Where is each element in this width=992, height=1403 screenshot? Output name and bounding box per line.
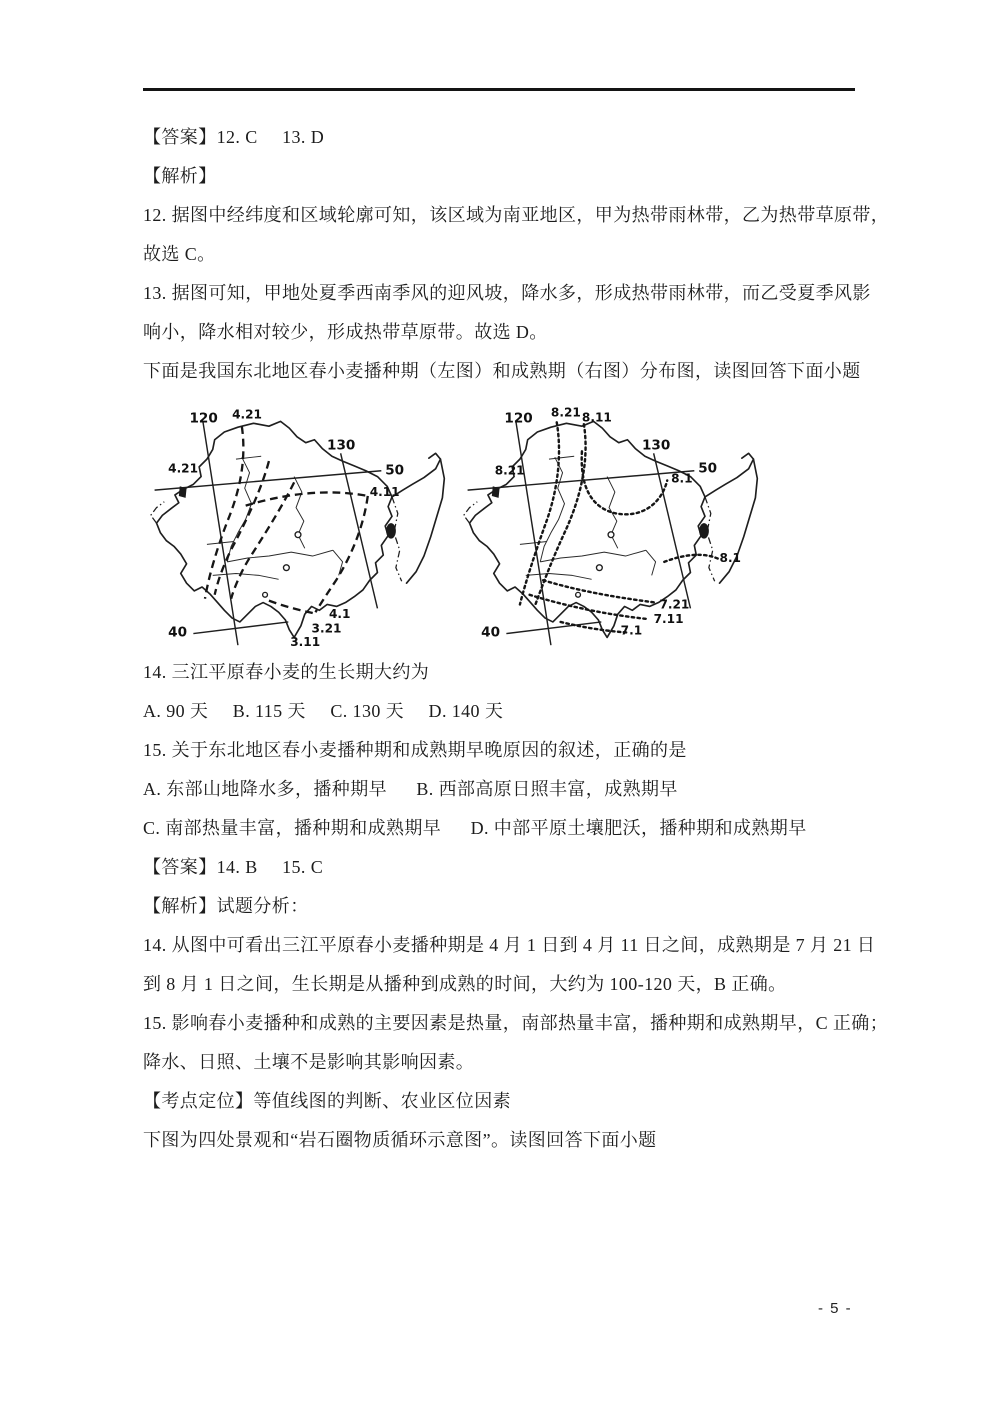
map-label: 8.21 [494,463,525,478]
sowing-date-map [148,401,448,651]
map-label: 4.1 [329,607,351,622]
map-label: 7.21 [659,597,690,612]
map-label: 7.1 [620,623,643,638]
page-number: - 5 - [818,1300,853,1317]
text-line: A. 90 天 B. 115 天 C. 130 天 D. 140 天 [143,701,504,721]
map-label: 40 [168,624,188,641]
map-label: 4.21 [232,407,262,422]
text-line: 14. 三江平原春小麦的生长期大约为 [143,662,430,682]
text-block-bottom [143,653,903,1160]
text-line: 下图为四处景观和“岩石圈物质循环示意图”。读图回答下面小题 [143,1130,657,1150]
text-line: C. 南部热量丰富，播种期和成熟期早 D. 中部平原土壤肥沃，播种期和成熟期早 [143,818,807,838]
text-line: 【考点定位】等值线图的判断、农业区位因素 [143,1091,511,1111]
map-label: 8.21 [550,405,581,420]
text-line: 到 8 月 1 日之间，生长期是从播种到成熟的时间，大约为 100-120 天，B 正确。 [143,974,787,994]
text-line: 13. 据图可知，甲地处夏季西南季风的迎风坡，降水多，形成热带雨林带，而乙受夏季风影 [143,283,871,303]
maturity-date-map-figure [461,401,761,651]
map-label: 40 [481,624,501,641]
text-line: 15. 关于东北地区春小麦播种期和成熟期早晚原因的叙述，正确的是 [143,740,687,760]
map-label: 4.21 [168,461,199,476]
map-label: 3.21 [311,621,342,636]
text-line: 14. 从图中可看出三江平原春小麦播种期是 4 月 1 日到 4 月 11 日之间，成熟期是 7 月 21 日 [143,935,876,955]
map-label: 4.11 [369,484,400,499]
map-label: 8.1 [719,550,741,565]
text-line: 故选 C。 [143,244,216,264]
map-label: 50 [385,462,405,479]
maps-row [143,391,903,653]
map-label: 130 [327,437,356,454]
text-line: 响小，降水相对较少，形成热带草原带。故选 D。 [143,322,548,342]
map-label: 8.11 [581,410,612,425]
map-label: 8.1 [671,471,693,486]
map-label: 130 [642,437,671,454]
text-line: A. 东部山地降水多，播种期早 B. 西部高原日照丰富，成熟期早 [143,779,678,799]
text-line: 【答案】14. B 15. C [143,857,324,877]
text-line: 【解析】 [143,166,217,186]
map-label: 120 [189,410,218,427]
text-line: 【答案】12. C 13. D [143,127,325,147]
map-label: 3.11 [290,635,321,650]
map-label: 50 [698,460,718,477]
document-body [143,118,903,1160]
sowing-date-map-figure [148,401,448,651]
map-label: 7.11 [653,611,684,626]
text-line: 降水、日照、土壤不是影响其影响因素。 [143,1052,475,1072]
maturity-date-map [461,401,761,651]
text-line: 12. 据图中经纬度和区域轮廓可知，该区域为南亚地区，甲为热带雨林带，乙为热带草原带， [143,205,890,225]
sowing-map-labels [168,407,404,649]
text-line: 【解析】试题分析： [143,896,309,916]
map-label: 120 [504,410,533,427]
text-block-top [143,118,903,391]
text-line: 下面是我国东北地区春小麦播种期（左图）和成熟期（右图）分布图，读图回答下面小题 [143,361,861,381]
text-line: 15. 影响春小麦播种和成熟的主要因素是热量，南部热量丰富，播种期和成熟期早，C 正确； [143,1013,889,1033]
sowing-isolines [205,426,368,613]
header-rule [143,88,855,91]
